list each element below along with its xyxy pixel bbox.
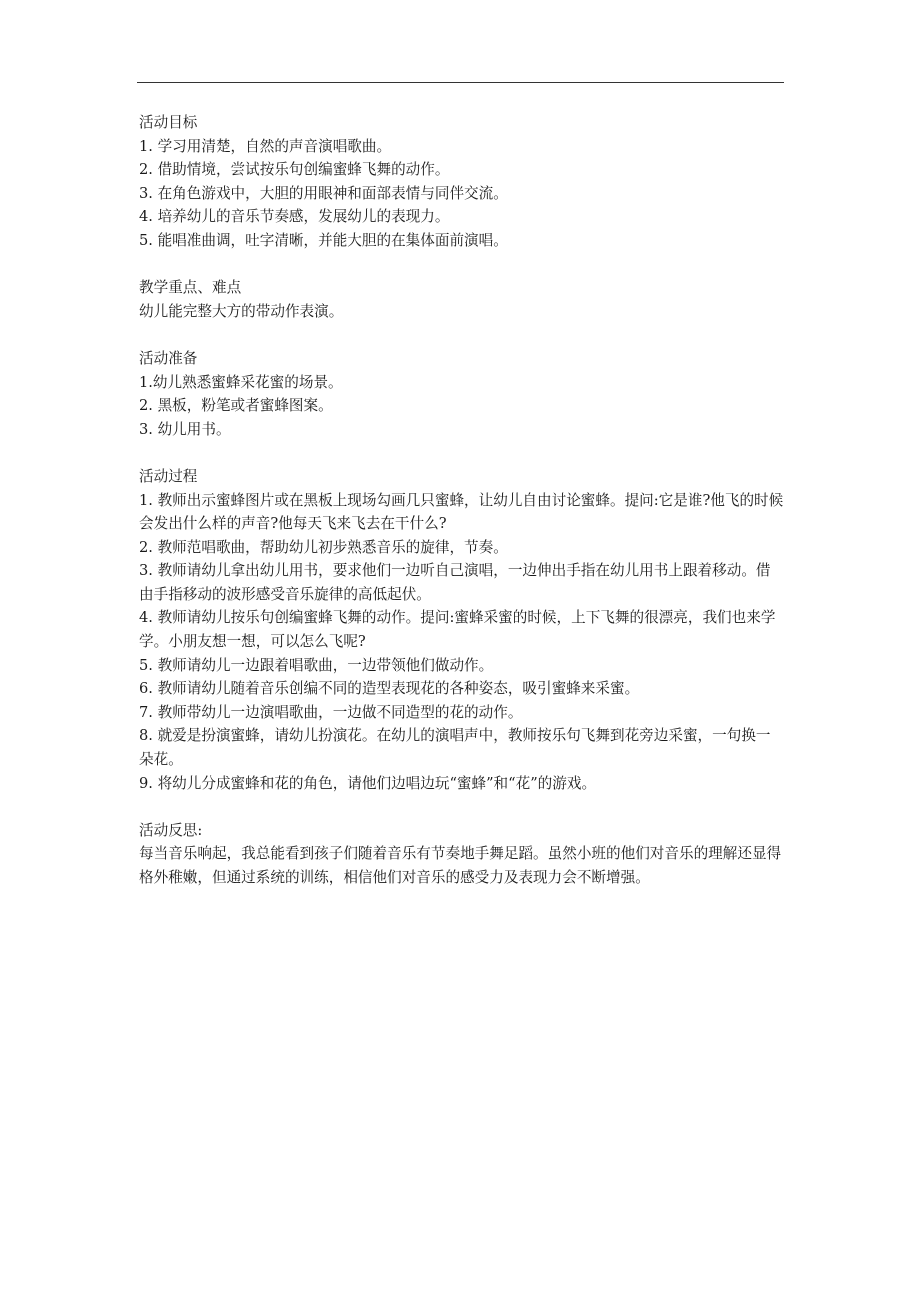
paragraph-line: 3. 在角色游戏中，大胆的用眼神和面部表情与同伴交流。 bbox=[139, 184, 508, 202]
paragraph-line: 3. 教师请幼儿拿出幼儿用书，要求他们一边听自己演唱，一边伸出手指在幼儿用书上跟着移动。借由手指移动的波形感受音乐旋律的高低起伏。 bbox=[139, 562, 771, 603]
section-heading: 活动过程 bbox=[139, 467, 198, 485]
paragraph-line: 8. 就爱是扮演蜜蜂，请幼儿扮演花。在幼儿的演唱声中，教师按乐句飞舞到花旁边采蜜，一句换一朵花。 bbox=[139, 727, 771, 769]
paragraph-line: 1. 教师出示蜜蜂图片或在黑板上现场勾画几只蜜蜂，让幼儿自由讨论蜜蜂。提问:它是谁?他飞的时候会发出什么样的声音?他每天飞来飞去在干什么? bbox=[139, 491, 784, 533]
paragraph-line: 4. 教师请幼儿按乐句创编蜜蜂飞舞的动作。提问:蜜蜂采蜜的时候，上下飞舞的很漂亮，我们也来学学。小朋友想一想，可以怎么飞呢? bbox=[139, 609, 776, 651]
paragraph-line: 幼儿能完整大方的带动作表演。 bbox=[139, 302, 344, 320]
section-reflection bbox=[139, 819, 785, 890]
document-body bbox=[139, 111, 785, 890]
paragraph-line: 7. 教师带幼儿一边演唱歌曲，一边做不同造型的花的动作。 bbox=[139, 703, 523, 721]
paragraph-line: 2. 黑板，粉笔或者蜜蜂图案。 bbox=[139, 397, 333, 415]
paragraph-line: 3. 幼儿用书。 bbox=[139, 420, 231, 438]
paragraph-line: 9. 将幼儿分成蜜蜂和花的角色，请他们边唱边玩“蜜蜂”和“花”的游戏。 bbox=[139, 774, 597, 792]
paragraph-line: 5. 教师请幼儿一边跟着唱歌曲，一边带领他们做动作。 bbox=[139, 656, 494, 674]
section-heading: 教学重点、难点 bbox=[139, 279, 242, 297]
paragraph-line: 1.幼儿熟悉蜜蜂采花蜜的场景。 bbox=[139, 373, 343, 391]
paragraph-line: 4. 培养幼儿的音乐节奏感，发展幼儿的表现力。 bbox=[139, 208, 450, 226]
header-rule bbox=[137, 82, 784, 83]
section-heading: 活动准备 bbox=[139, 349, 198, 367]
paragraph-line: 5. 能唱准曲调，吐字清晰，并能大胆的在集体面前演唱。 bbox=[139, 231, 508, 249]
paragraph-line: 每当音乐响起，我总能看到孩子们随着音乐有节奏地手舞足蹈。虽然小班的他们对音乐的理解还显得格外稚嫩，但通过系统的训练，相信他们对音乐的感受力及表现力会不断增强。 bbox=[139, 845, 782, 886]
section-key-points bbox=[139, 276, 785, 323]
section-preparation bbox=[139, 347, 785, 441]
paragraph-line: 1. 学习用清楚，自然的声音演唱歌曲。 bbox=[139, 137, 392, 155]
section-heading: 活动目标 bbox=[139, 114, 198, 131]
paragraph-line: 2. 教师范唱歌曲，帮助幼儿初步熟悉音乐的旋律，节奏。 bbox=[139, 538, 508, 556]
paragraph-line: 2. 借助情境，尝试按乐句创编蜜蜂飞舞的动作。 bbox=[139, 161, 450, 179]
section-heading: 活动反思: bbox=[139, 821, 203, 839]
paragraph-line: 6. 教师请幼儿随着音乐创编不同的造型表现花的各种姿态，吸引蜜蜂来采蜜。 bbox=[139, 680, 640, 698]
section-process bbox=[139, 465, 785, 795]
section-goals bbox=[139, 111, 785, 253]
